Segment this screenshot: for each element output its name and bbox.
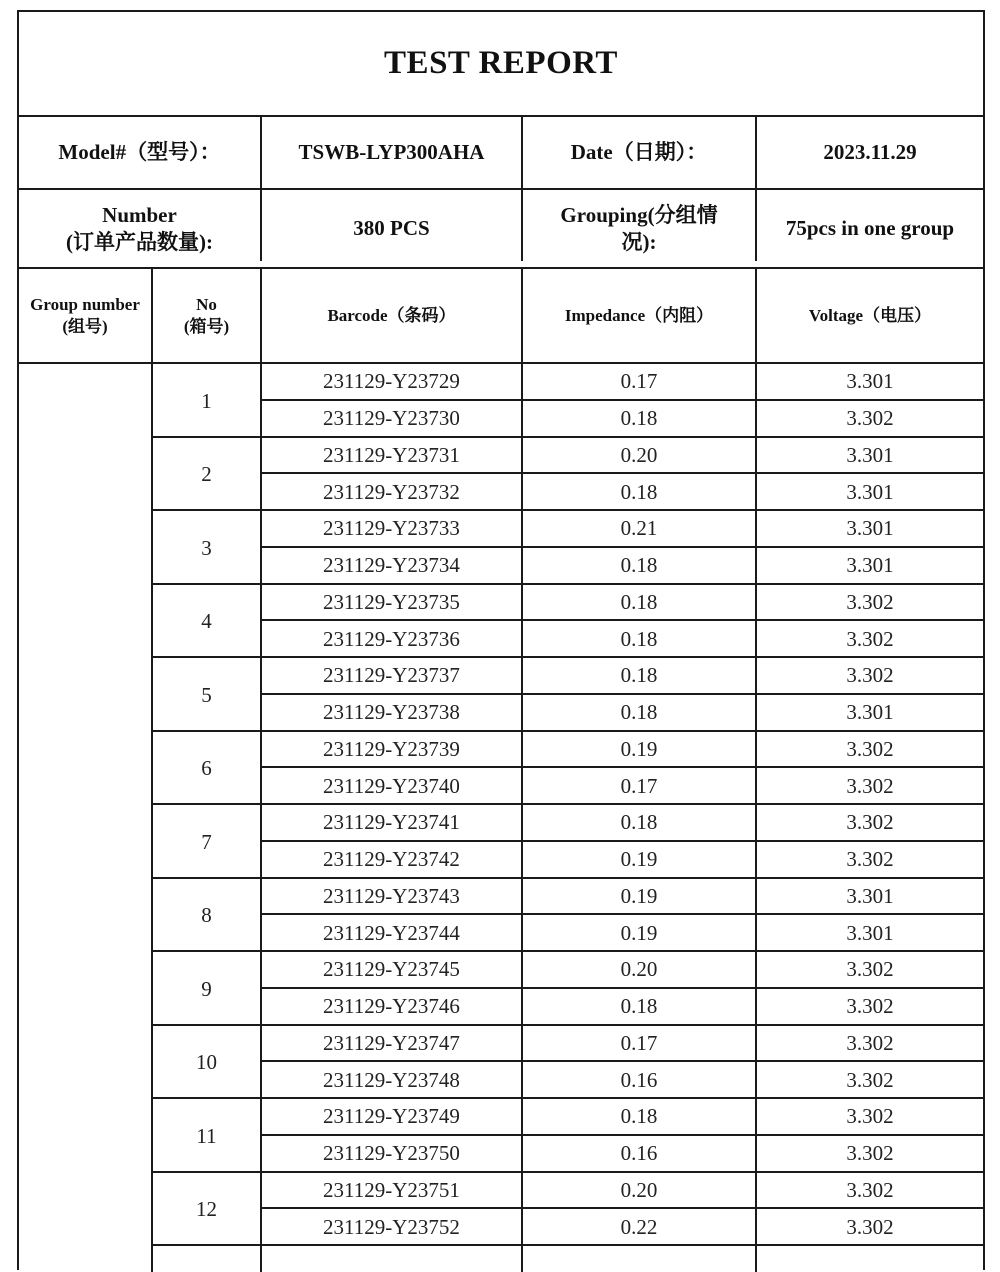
box-number: 11 xyxy=(196,1123,217,1148)
number-label-line2: (订单产品数量): xyxy=(66,229,213,254)
impedance-cell: 0.17 xyxy=(620,1030,658,1055)
voltage-cell: 3.302 xyxy=(846,663,894,688)
barcode-cell: 231129-Y23735 xyxy=(323,589,460,614)
box-number: 12 xyxy=(196,1197,217,1222)
column-header-no xyxy=(153,269,260,362)
impedance-cell: 0.18 xyxy=(620,406,658,430)
voltage-cell: 3.301 xyxy=(846,920,894,945)
barcode-cell: 231129-Y23747 xyxy=(323,1030,460,1055)
grouping-label-line2: 况): xyxy=(621,229,657,254)
impedance-cell: 0.18 xyxy=(620,810,658,835)
column-header-impedance: Impedance（内阻） xyxy=(564,305,714,325)
impedance-cell: 0.18 xyxy=(620,553,658,577)
group-number-cell xyxy=(19,364,151,1272)
barcode-cell: 231129-Y23731 xyxy=(323,442,460,467)
barcode-cell: 231129-Y23740 xyxy=(323,773,460,798)
box-number: 6 xyxy=(201,756,212,781)
divider xyxy=(151,1244,983,1246)
model-label: Model#（型号）： xyxy=(58,140,221,165)
voltage-cell: 3.302 xyxy=(846,1030,894,1055)
voltage-cell: 3.302 xyxy=(846,736,894,761)
barcode-cell: 231129-Y23743 xyxy=(323,883,460,908)
voltage-cell: 3.302 xyxy=(846,1214,894,1239)
group-header-line1: Group number xyxy=(30,295,140,315)
grouping-label xyxy=(523,190,755,267)
no-header-line1: No xyxy=(196,295,217,315)
box-number: 1 xyxy=(201,388,212,413)
voltage-cell: 3.302 xyxy=(846,406,894,430)
report-title: TEST REPORT xyxy=(384,44,618,81)
voltage-cell: 3.302 xyxy=(846,994,894,1018)
impedance-cell: 0.20 xyxy=(620,1177,658,1202)
voltage-cell: 3.302 xyxy=(846,773,894,798)
voltage-cell: 3.301 xyxy=(846,369,894,394)
barcode-cell: 231129-Y23742 xyxy=(323,847,460,871)
box-number: 8 xyxy=(201,903,212,928)
column-header-voltage: Voltage（电压） xyxy=(808,305,932,325)
barcode-cell: 231129-Y23737 xyxy=(323,663,460,688)
voltage-cell: 3.301 xyxy=(846,700,894,724)
barcode-cell: 231129-Y23736 xyxy=(323,626,460,651)
group-header-line2: (组号) xyxy=(62,316,108,336)
impedance-cell: 0.18 xyxy=(620,589,658,614)
grouping-label-line1: Grouping(分组情 xyxy=(560,203,718,228)
column-header-barcode: Barcode（条码） xyxy=(327,305,456,325)
barcode-cell: 231129-Y23733 xyxy=(323,516,460,541)
barcode-cell: 231129-Y23746 xyxy=(323,994,460,1018)
impedance-cell: 0.18 xyxy=(620,700,658,724)
test-report-table xyxy=(17,10,985,1270)
no-header-line2: (箱号) xyxy=(183,316,230,336)
box-number: 7 xyxy=(201,829,212,854)
impedance-cell: 0.19 xyxy=(620,736,658,761)
impedance-cell: 0.20 xyxy=(620,957,658,982)
voltage-cell: 3.301 xyxy=(846,516,894,541)
impedance-cell: 0.18 xyxy=(620,1104,658,1129)
barcode-cell: 231129-Y23748 xyxy=(323,1067,460,1092)
barcode-cell: 231129-Y23739 xyxy=(323,736,460,761)
number-label-line1: Number xyxy=(102,203,177,228)
impedance-cell: 0.19 xyxy=(620,920,658,945)
voltage-cell: 3.302 xyxy=(846,1141,894,1165)
impedance-cell: 0.19 xyxy=(620,883,658,908)
grouping-value: 75pcs in one group xyxy=(785,216,955,241)
model-value: TSWB-LYP300AHA xyxy=(298,140,485,165)
impedance-cell: 0.18 xyxy=(620,663,658,688)
barcode-cell: 231129-Y23729 xyxy=(323,369,460,394)
box-number: 2 xyxy=(201,462,212,487)
impedance-cell: 0.21 xyxy=(620,516,658,541)
impedance-cell: 0.18 xyxy=(620,479,658,504)
barcode-cell: 231129-Y23750 xyxy=(323,1141,460,1165)
barcode-cell: 231129-Y23738 xyxy=(323,700,460,724)
barcode-cell: 231129-Y23734 xyxy=(323,553,460,577)
voltage-cell: 3.302 xyxy=(846,1177,894,1202)
impedance-cell: 0.16 xyxy=(620,1067,658,1092)
barcode-cell: 231129-Y23752 xyxy=(323,1214,460,1239)
impedance-cell: 0.20 xyxy=(620,442,658,467)
impedance-cell: 0.17 xyxy=(620,773,658,798)
impedance-cell: 0.17 xyxy=(620,369,658,394)
voltage-cell: 3.302 xyxy=(846,847,894,871)
box-number: 4 xyxy=(201,609,212,634)
box-number: 9 xyxy=(201,976,212,1001)
date-label: Date（日期）： xyxy=(570,140,708,165)
box-number: 10 xyxy=(196,1050,217,1075)
impedance-cell: 0.18 xyxy=(620,626,658,651)
date-value: 2023.11.29 xyxy=(823,140,917,165)
impedance-cell: 0.18 xyxy=(620,994,658,1018)
barcode-cell: 231129-Y23741 xyxy=(323,810,460,835)
voltage-cell: 3.302 xyxy=(846,957,894,982)
box-number: 3 xyxy=(201,535,212,560)
voltage-cell: 3.302 xyxy=(846,810,894,835)
voltage-cell: 3.302 xyxy=(846,1104,894,1129)
voltage-cell: 3.301 xyxy=(846,442,894,467)
number-label xyxy=(19,190,260,267)
voltage-cell: 3.301 xyxy=(846,883,894,908)
barcode-cell: 231129-Y23745 xyxy=(323,957,460,982)
voltage-cell: 3.302 xyxy=(846,1067,894,1092)
impedance-cell: 0.16 xyxy=(620,1141,658,1165)
barcode-cell: 231129-Y23732 xyxy=(323,479,460,504)
number-value: 380 PCS xyxy=(353,216,430,241)
voltage-cell: 3.302 xyxy=(846,626,894,651)
voltage-cell: 3.302 xyxy=(846,589,894,614)
box-number: 5 xyxy=(201,682,212,707)
impedance-cell: 0.22 xyxy=(620,1214,658,1239)
barcode-cell: 231129-Y23751 xyxy=(323,1177,460,1202)
impedance-cell: 0.19 xyxy=(620,847,658,871)
barcode-cell: 231129-Y23749 xyxy=(323,1104,460,1129)
voltage-cell: 3.301 xyxy=(846,553,894,577)
voltage-cell: 3.301 xyxy=(846,479,894,504)
column-header-group xyxy=(19,269,151,362)
barcode-cell: 231129-Y23730 xyxy=(323,406,460,430)
barcode-cell: 231129-Y23744 xyxy=(323,920,460,945)
